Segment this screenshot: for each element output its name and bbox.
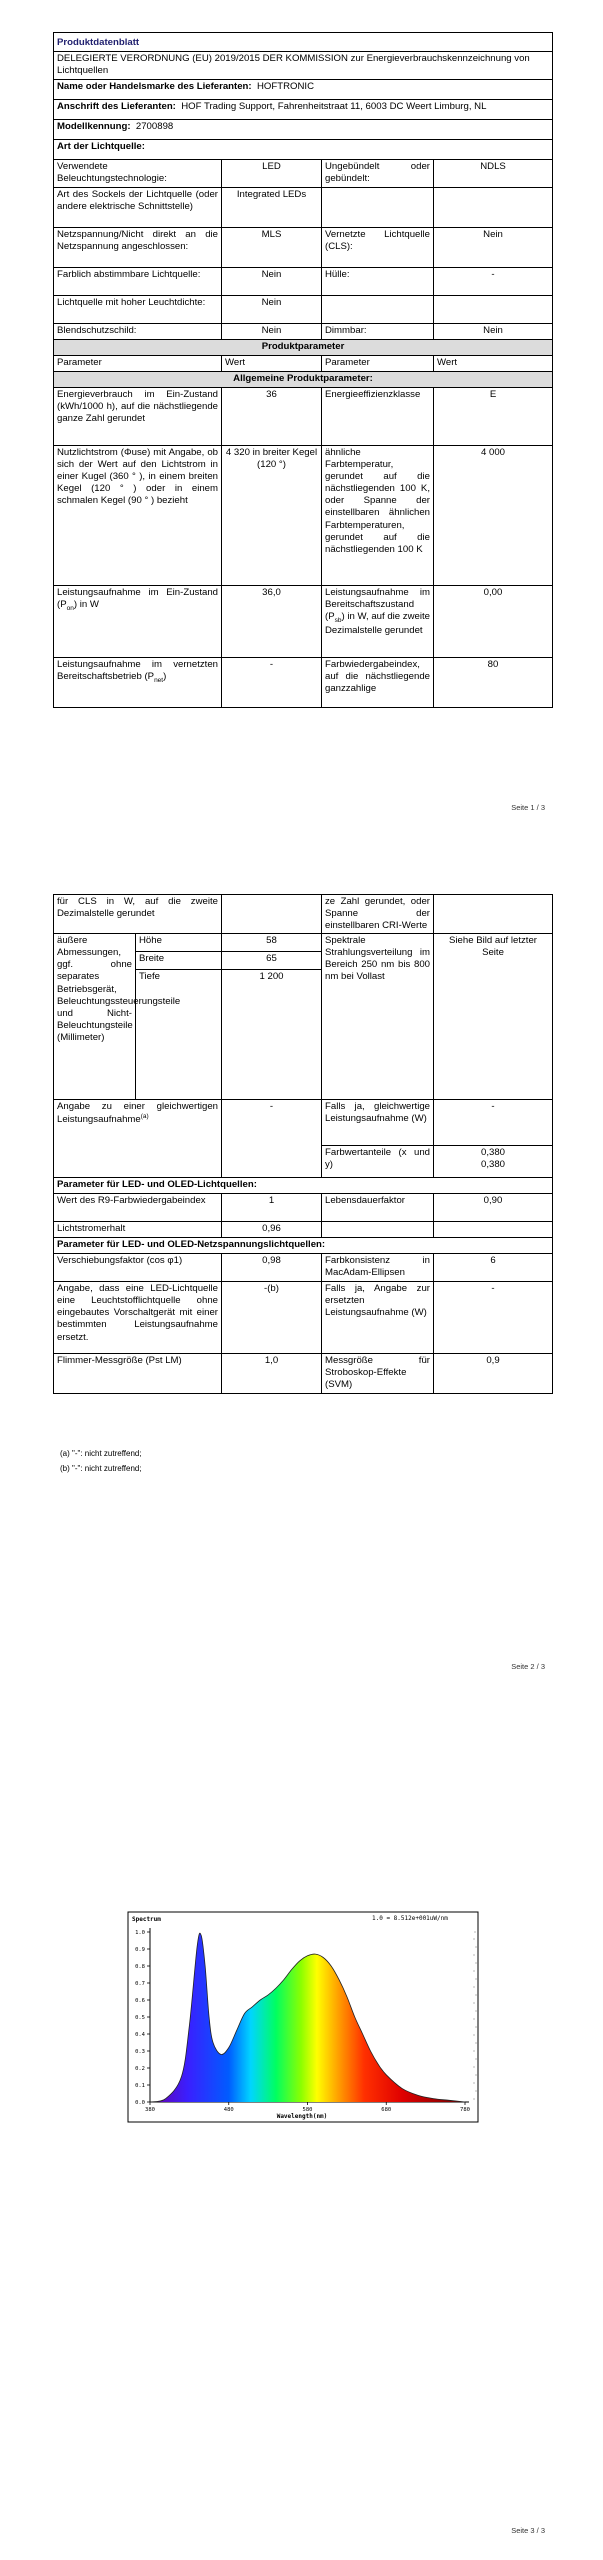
cap-value: Integrated LEDs — [222, 188, 322, 228]
x-tick-label: 480 — [223, 2107, 234, 2113]
col-value-1: Wert — [222, 356, 322, 372]
page-number-2: Seite 2 / 3 — [511, 1662, 545, 1671]
led-replace-label: Angabe, dass eine LED-Lichtquelle eine Leuchtstofflichtquelle ohne eingebautes Vorschaltgerät mit einer bestimmten Leistungsaufnahme ersetzt. — [54, 1282, 222, 1354]
y-tick-label: 0.4 — [135, 2032, 145, 2038]
x-tick-label: 680 — [381, 2107, 392, 2113]
page-1 — [0, 0, 603, 826]
cct-label: ähnliche Farbtemperatur, gerundet auf die nächstliegenden 100 K, oder Spanne der einstellbaren ähnlichen Farbtemperaturen, gerundet auf die nächstliegenden 100 K — [322, 446, 434, 586]
connected-value: Nein — [434, 228, 553, 268]
high-luminance-value: Nein — [222, 296, 322, 324]
mains-params-heading: Parameter für LED- und OLED-Netzspannungslichtquellen: — [54, 1238, 553, 1254]
energy-label: Energieverbrauch im Ein-Zustand (kWh/1000 h), auf die nächstliegende ganze Zahl gerundet — [54, 388, 222, 446]
replaced-power-value: - — [434, 1282, 553, 1354]
y-tick-label: 0.3 — [135, 2049, 145, 2055]
envelope-value: - — [434, 268, 553, 296]
flux-value: 4 320 in breiter Kegel (120 °) — [222, 446, 322, 586]
tunable-value: Nein — [222, 268, 322, 296]
energy-value: 36 — [222, 388, 322, 446]
y-tick-label: 0.0 — [135, 2100, 145, 2106]
equivalent-power-label: Angabe zu einer gleichwertigen Leistungsaufnahme$^{(a)}$ — [54, 1100, 222, 1178]
x-tick-label: 580 — [302, 2107, 313, 2113]
type-heading: Art der Lichtquelle: — [54, 140, 553, 160]
depth-value: 1 200 — [222, 970, 322, 1100]
address-row — [54, 100, 553, 120]
flux-label: Nutzlichtstrom (Φuse) mit Angabe, ob sich der Wert auf den Lichtstrom in einer Kugel (360 ° ), in einem breiten Kegel (120 ° ) oder in einem schmalen Kegel (90 ° ) bezieht — [54, 446, 222, 586]
power-value: 36,0 — [222, 586, 322, 658]
lumen-maintenance-value: 0,96 — [222, 1222, 322, 1238]
standby-value: 0,00 — [434, 586, 553, 658]
cri-value: 80 — [434, 658, 553, 708]
product-info-table — [53, 32, 553, 708]
high-luminance-label: Lichtquelle mit hoher Leuchtdichte: — [54, 296, 222, 324]
chart-xlabel: Wavelength(nm) — [276, 2113, 328, 2120]
y-tick-label: 0.1 — [135, 2083, 145, 2089]
chart-title: Spectrum — [132, 1916, 161, 1923]
page-number-3: Seite 3 / 3 — [511, 2526, 545, 2535]
chromaticity-value: 0,380 0,380 — [434, 1146, 553, 1178]
net-standby-value: - — [222, 658, 322, 708]
r9-label: Wert des R9-Farbwiedergabeindex — [54, 1194, 222, 1222]
depth-label: Tiefe — [136, 970, 222, 1100]
spd-value: Siehe Bild auf letzter Seite — [434, 934, 553, 1100]
y-tick-label: 0.6 — [135, 1998, 145, 2004]
lumen-maintenance-label: Lichtstromerhalt — [54, 1222, 222, 1238]
net-standby-label: Leistungsaufnahme im vernetzten Bereitschaftsbetrieb $(P_{net})$ — [54, 658, 222, 708]
page-3 — [0, 1704, 603, 2560]
stroboscopic-value: 0,9 — [434, 1354, 553, 1394]
page-number-1: Seite 1 / 3 — [511, 803, 545, 812]
col-param-2: Parameter — [322, 356, 434, 372]
power-factor-label: Verschiebungsfaktor (cos φ1) — [54, 1254, 222, 1282]
product-params-table-cont — [53, 894, 553, 1394]
flicker-value: 1,0 — [222, 1354, 322, 1394]
survival-factor-label: Lebensdauerfaktor — [322, 1194, 434, 1222]
technology-label: Verwendete Beleuchtungstechnologie: — [54, 160, 222, 188]
width-label: Breite — [136, 952, 222, 970]
connected-label: Vernetzte Lichtquelle (CLS): — [322, 228, 434, 268]
supplier-label: Name oder Handelsmarke des Lieferanten: — [57, 81, 252, 93]
nondirectional-value: NDLS — [434, 160, 553, 188]
antiglare-label: Blendschutzschild: — [54, 324, 222, 340]
mains-label: Netzspannung/Nicht direkt an die Netzspannung angeschlossen: — [54, 228, 222, 268]
cap-label: Art des Sockels der Lichtquelle (oder andere elektrische Schnittstelle) — [54, 188, 222, 228]
equivalent-power-w-label: Falls ja, gleichwertige Leistungsaufnahme (W) — [322, 1100, 434, 1146]
led-replace-value: -(b) — [222, 1282, 322, 1354]
col-param-1: Parameter — [54, 356, 222, 372]
col-value-2: Wert — [434, 356, 553, 372]
colour-consistency-label: Farbkonsistenz in MacAdam-Ellipsen — [322, 1254, 434, 1282]
technology-value: LED — [222, 160, 322, 188]
y-tick-label: 1.0 — [135, 1930, 145, 1936]
equivalent-power-value: - — [222, 1100, 322, 1178]
general-params-heading: Allgemeine Produktparameter: — [54, 372, 553, 388]
survival-factor-value: 0,90 — [434, 1194, 553, 1222]
flicker-label: Flimmer-Messgröße (Pst LM) — [54, 1354, 222, 1394]
power-label: Leistungsaufnahme im Ein-Zustand $(P_{on})$ in W — [54, 586, 222, 658]
x-tick-label: 380 — [145, 2107, 155, 2113]
width-value: 65 — [222, 952, 322, 970]
cct-value: 4 000 — [434, 446, 553, 586]
led-params-heading: Parameter für LED- und OLED-Lichtquellen: — [54, 1178, 553, 1194]
equivalent-power-w-value: - — [434, 1100, 553, 1146]
cri-label: Farbwiedergabeindex, auf die nächstliegende ganzzahlige — [322, 658, 434, 708]
replaced-power-label: Falls ja, Angabe zur ersetzten Leistungsaufnahme (W) — [322, 1282, 434, 1354]
address-label: Anschrift des Lieferanten: — [57, 101, 176, 113]
y-tick-label: 0.5 — [135, 2015, 145, 2021]
tunable-label: Farblich abstimmbare Lichtquelle: — [54, 268, 222, 296]
footnote-b: (b) "-": nicht zutreffend; — [60, 1464, 142, 1473]
mains-value: MLS — [222, 228, 322, 268]
dimmable-label: Dimmbar: — [322, 324, 434, 340]
supplier-row — [54, 80, 553, 100]
footnote-a: (a) "-": nicht zutreffend; — [60, 1449, 142, 1458]
dimensions-label: äußere Abmessungen, ggf. ohne separates Betriebsgerät, Beleuchtungssteuerungsteile und Nicht-Beleuchtungsteile (Millimeter) — [54, 934, 136, 1100]
product-params-heading: Produktparameter — [54, 340, 553, 356]
y-tick-label: 0.8 — [135, 1964, 145, 1970]
standby-label: Leistungsaufnahme im Bereitschaftszustand $(P_{sb})$ in W, auf die zweite Dezimalstelle gerundet — [322, 586, 434, 658]
chart-annotation: 1.0 = 8.512e+001uW/nm — [372, 1915, 448, 1922]
chromaticity-label: Farbwertanteile (x und y) — [322, 1146, 434, 1178]
address-value: HOF Trading Support, Fahrenheitstraat 11, 6003 DC Weert Limburg, NL — [181, 101, 487, 113]
net-standby-label-cont: für CLS in W, auf die zweite Dezimalstelle gerundet — [54, 895, 222, 934]
energy-class-label: Energieeffizienzklasse — [322, 388, 434, 446]
r9-value: 1 — [222, 1194, 322, 1222]
y-tick-label: 0.7 — [135, 1981, 145, 1987]
power-factor-value: 0,98 — [222, 1254, 322, 1282]
height-label: Höhe — [136, 934, 222, 952]
page-2 — [0, 878, 603, 1704]
supplier-value: HOFTRONIC — [256, 81, 314, 93]
colour-consistency-value: 6 — [434, 1254, 553, 1282]
x-tick-label: 780 — [460, 2107, 470, 2113]
regulation-text: DELEGIERTE VERORDNUNG (EU) 2019/2015 DER KOMMISSION zur Energieverbrauchskennzeichnung von Lichtquellen — [54, 52, 553, 80]
dimmable-value: Nein — [434, 324, 553, 340]
cri-label-cont: ze Zahl gerundet, oder Spanne der einstellbaren CRI-Werte — [322, 895, 434, 934]
model-row — [54, 120, 553, 140]
model-value: 2700898 — [135, 121, 174, 133]
page-title: Produktdatenblatt — [54, 33, 553, 52]
envelope-label: Hülle: — [322, 268, 434, 296]
y-tick-label: 0.2 — [135, 2066, 145, 2072]
model-label: Modellkennung: — [57, 121, 131, 133]
stroboscopic-label: Messgröße für Stroboskop-Effekte (SVM) — [322, 1354, 434, 1394]
spectrum-chart — [0, 1904, 603, 2164]
nondirectional-label: Ungebündelt oder gebündelt: — [322, 160, 434, 188]
energy-class-value: E — [434, 388, 553, 446]
y-tick-label: 0.9 — [135, 1947, 145, 1953]
height-value: 58 — [222, 934, 322, 952]
spd-label: Spektrale Strahlungsverteilung im Bereich 250 nm bis 800 nm bei Vollast — [322, 934, 434, 1100]
antiglare-value: Nein — [222, 324, 322, 340]
